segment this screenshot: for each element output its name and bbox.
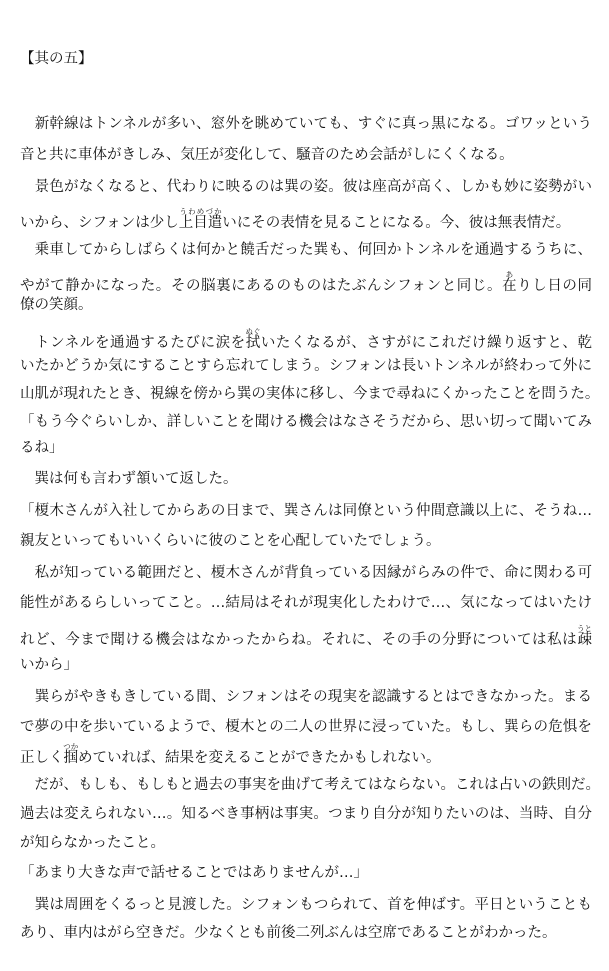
text-line (20, 144, 592, 166)
text-line (20, 832, 592, 854)
text-segment: やがて静かになった。その脳裏にあるのものはたぶんシフォンと同じ。 (20, 278, 503, 294)
ruby-reading: ぬぐ (245, 327, 261, 336)
text-segment: 音と共に車体がきしみ、気圧が変化して、騒音のため会話がしにくくなる。 (20, 147, 514, 163)
text-line (20, 113, 592, 135)
text-line (20, 207, 592, 234)
text-segment: りし日の同 (517, 278, 593, 294)
text-line (20, 411, 592, 433)
text-segment: 巽らがやきもきしている間、シフォンはその現実を認識するとはできなかった。まる (20, 689, 592, 705)
ruby-annotation (245, 327, 261, 351)
ruby-annotation (577, 624, 592, 648)
text-line (20, 742, 592, 769)
ruby-annotation (63, 742, 79, 766)
text-line (20, 922, 592, 944)
text-segment: るね」 (20, 440, 64, 456)
chapter-heading: 【其の五】 (20, 51, 93, 67)
text-line (20, 862, 592, 884)
text-segment: が知らなかったこと。 (20, 835, 165, 851)
text-line (20, 500, 592, 522)
ruby-annotation (502, 270, 518, 294)
text-segment: 乗車してからしばらくは何かと饒舌だった巽も、何回かトンネルを通過するうちに、 (20, 242, 592, 258)
ruby-reading: うと (577, 624, 592, 633)
text-line (20, 530, 592, 552)
text-segment: 僚の笑顔。 (20, 297, 93, 313)
text-segment: あり、車内はがら空きだ。少なくとも前後二列ぶんは空席であることがわかった。 (20, 925, 557, 941)
text-segment: いにその表情を見ることになる。今、彼は無表情だ。 (222, 215, 571, 231)
ruby-base: 上目遣 (178, 215, 223, 231)
text-line (20, 624, 592, 651)
ruby-base: 拭 (245, 335, 261, 351)
text-segment: いたかどうか気にすることすら忘れてしまう。シフォンは長いトンネルが終わって外に (20, 358, 592, 374)
text-line (20, 894, 592, 916)
text-segment: 「もう今ぐらいしか、詳しいことを聞ける機会はなさそうだから、思い切って聞いてみ (20, 414, 592, 430)
ruby-base: 掴 (63, 750, 79, 766)
ruby-reading: あ (502, 270, 517, 279)
text-line (20, 355, 592, 377)
text-line (20, 686, 592, 708)
text-segment: 「あまり大きな声で話せることではありませんが…」 (20, 865, 368, 881)
text-line (20, 592, 592, 614)
text-segment: いから、シフォンは少し (20, 215, 179, 231)
text-segment: 景色がなくなると、代わりに映るのは巽の姿。彼は座高が高く、しかも妙に姿勢がい (20, 179, 592, 195)
text-line (20, 437, 592, 459)
text-line (20, 654, 592, 676)
text-line (20, 716, 592, 738)
text-segment: 巽は周囲をくるっと見渡した。シフォンもつられて、首を伸ばす。平日ということも (20, 897, 592, 913)
ruby-reading: うわめづか (178, 207, 223, 216)
text-line (20, 803, 592, 825)
text-segment: 親友といってもいいくらいに彼のことを心配していたでしょう。 (20, 533, 441, 549)
text-line (20, 383, 600, 405)
text-segment: 「榎木さんが入社してからあの日まで、巽さんは同僚という仲間意識以上に、そうね… (20, 503, 592, 519)
text-segment: めていれば、結果を変えることができたかもしれない。 (78, 750, 441, 766)
text-segment: 能性があるらしいってこと。…結局はそれが現実化したわけで…、気になってはいたけ (20, 595, 592, 611)
text-line (20, 270, 592, 297)
ruby-reading: つか (63, 742, 79, 751)
text-segment: 正しく (20, 750, 64, 766)
ruby-base: 疎 (577, 632, 592, 648)
text-segment: 巽は何も言わず頷いて返した。 (20, 471, 238, 487)
text-line (20, 774, 600, 796)
text-segment: いから」 (20, 657, 78, 673)
text-line (20, 327, 592, 354)
text-line (20, 562, 592, 584)
text-segment: 過去は変えられない…。知るべき事柄は事実。つまり自分が知りたいのは、当時、自分 (20, 806, 592, 822)
ruby-annotation (178, 207, 223, 231)
text-segment: 山肌が現れたとき、視線を傍から巽の実体に移し、今まで尋ねにくかったことを問うた。 (20, 386, 600, 402)
text-line (20, 294, 592, 316)
text-line (20, 468, 592, 490)
text-segment: 私が知っている範囲だと、榎木さんが背負っている因縁がらみの件で、命に関わる可 (20, 565, 592, 581)
text-segment: 新幹線はトンネルが多い、窓外を眺めていても、すぐに真っ黒になる。ゴワッという (20, 116, 592, 132)
text-segment: トンネルを通過するたびに涙を (20, 335, 246, 351)
ruby-base: 在 (502, 278, 518, 294)
text-line (20, 239, 592, 261)
text-segment: で夢の中を歩いているようで、榎木との二人の世界に浸っていた。もし、巽らの危惧を (20, 719, 592, 735)
text-segment: いたくなるが、さすがにこれだけ繰り返すと、乾 (260, 335, 592, 351)
text-segment: だが、もしも、もしもと過去の事実を曲げて考えてはならない。これは占いの鉄則だ。 (20, 777, 600, 793)
text-line (20, 176, 592, 198)
text-segment: れど、今まで聞ける機会はなかったからね。それに、その手の分野については私は (20, 632, 578, 648)
